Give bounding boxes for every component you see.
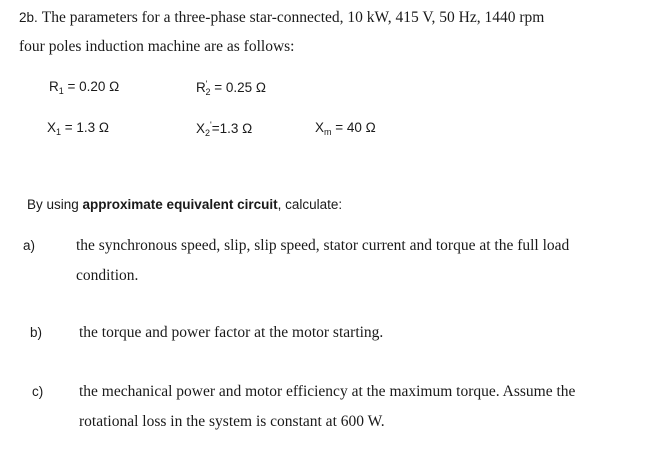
problem-line-1: The parameters for a three-phase star-connected, 10 kW, 415 V, 50 Hz, 1440 rpm [41, 9, 545, 26]
item-b-text: the torque and power factor at the motor starting. [79, 324, 384, 341]
item-c-text: the mechanical power and motor efficiency at the maximum torque. Assume the rotational loss in the system is constant at 600 W. [79, 383, 576, 430]
instruction: By using approximate equivalent circuit, calculate: [27, 197, 343, 212]
item-b-label: b) [30, 325, 43, 340]
param-x2-prime: $X_2'=1.3$ Ω [196, 120, 253, 138]
param-xm: $X_m = 40$ Ω [315, 120, 376, 137]
problem-statement [19, 9, 544, 27]
problem-line-2: four poles induction machine are as follows: [19, 38, 295, 55]
param-r1: $R_1 = 0.20$ Ω [49, 79, 120, 96]
item-a-text: the synchronous speed, slip, slip speed, stator current and torque at the full load condition. [76, 237, 570, 284]
param-x1: $X_1 = 1.3$ Ω [47, 120, 110, 137]
item-c-label: c) [32, 384, 44, 399]
problem-number: 2b. [19, 10, 38, 25]
param-r2-prime: $R'_2 = 0.25$ Ω [196, 79, 266, 97]
item-a-label: a) [23, 238, 36, 253]
instruction-emphasis: approximate equivalent circuit [82, 197, 278, 212]
